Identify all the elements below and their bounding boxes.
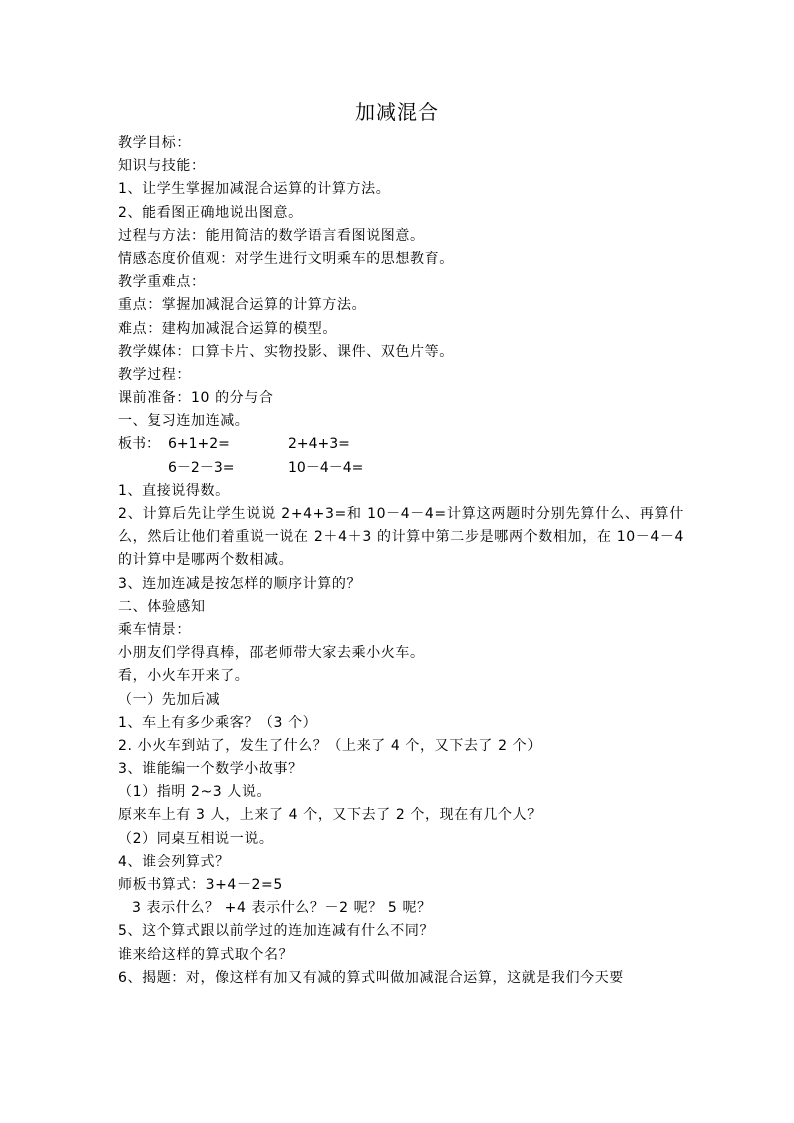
subheading-add-then-subtract: （一）先加后减 [118,691,221,708]
board-label: 板书： [118,436,160,453]
text-line: 2、能看图正确地说出图意。 [118,204,303,221]
section-heading-key-points: 教学重难点： [118,274,206,291]
section-heading-experience: 二、体验感知 [118,598,206,615]
document-title: 加减混合 [355,100,439,124]
text-line: 小朋友们学得真棒，邵老师带大家去乘小火车。 [118,645,425,662]
text-line: （1）指明 2~3 人说。 [118,784,272,801]
text-line: 课前准备：10 的分与合 [118,390,274,407]
text-line: 谁来给这样的算式取个名？ [118,946,294,963]
text-line: 5、这个算式跟以前学过的连加连减有什么不同？ [118,923,435,940]
text-line: 过程与方法：能用简洁的数学语言看图说图意。 [118,227,425,244]
section-heading-process: 教学过程： [118,366,191,383]
text-line: 3 表示什么？ +4 表示什么？－2 呢？ 5 呢？ [132,900,432,917]
text-line: 4、谁会列算式？ [118,853,230,870]
text-line: 看，小火车开来了。 [118,668,250,685]
text-line: 3、谁能编一个数学小故事？ [118,761,303,778]
text-line: 重点：掌握加减混合运算的计算方法。 [118,297,367,314]
text-paragraph: 2、计算后先让学生说说 2+4+3=和 10－4－4=计算这两题时分别先算什么、再算什么，然后让他们着重说一说在 2＋4＋3 的计算中第二步是哪两个数相加，在 10－4－4 的计算中是哪两个数相减。 [118,506,684,569]
text-line: 3、连加连减是按怎样的顺序计算的？ [118,575,362,592]
board-equation: 6+1+2= [168,436,230,453]
text-line: 2. 小火车到站了，发生了什么？（上来了 4 个，又下去了 2 个） [118,737,542,754]
text-line: 1、让学生掌握加减混合运算的计算方法。 [118,181,391,198]
text-line: 情感态度价值观：对学生进行文明乘车的思想教育。 [118,250,454,267]
text-line: 6、揭题：对，像这样有加又有减的算式叫做加减混合运算，这就是我们今天要 [118,969,624,986]
section-heading-review: 一、复习连加连减。 [118,413,250,430]
board-row-1 [118,433,684,456]
text-line: 师板书算式：3+4－2=5 [118,877,283,894]
text-line: 乘车情景： [118,621,191,638]
subheading-knowledge-skills: 知识与技能： [118,158,206,175]
text-line: 1、车上有多少乘客？（3 个） [118,714,318,731]
text-line: （2）同桌互相说一说。 [118,830,274,847]
text-line: 1、直接说得数。 [118,482,230,499]
board-equation: 2+4+3= [288,436,350,453]
board-row-2 [118,457,684,480]
text-line: 原来车上有 3 人，上来了 4 个，又下去了 2 个，现在有几个人？ [118,807,542,824]
document-body [118,132,684,990]
text-line: 难点：建构加减混合运算的模型。 [118,320,337,337]
board-equation: 10－4－4= [288,459,364,476]
text-line: 教学媒体：口算卡片、实物投影、课件、双色片等。 [118,343,454,360]
board-equation: 6－2－3= [168,459,235,476]
section-heading-objectives: 教学目标： [118,135,191,151]
